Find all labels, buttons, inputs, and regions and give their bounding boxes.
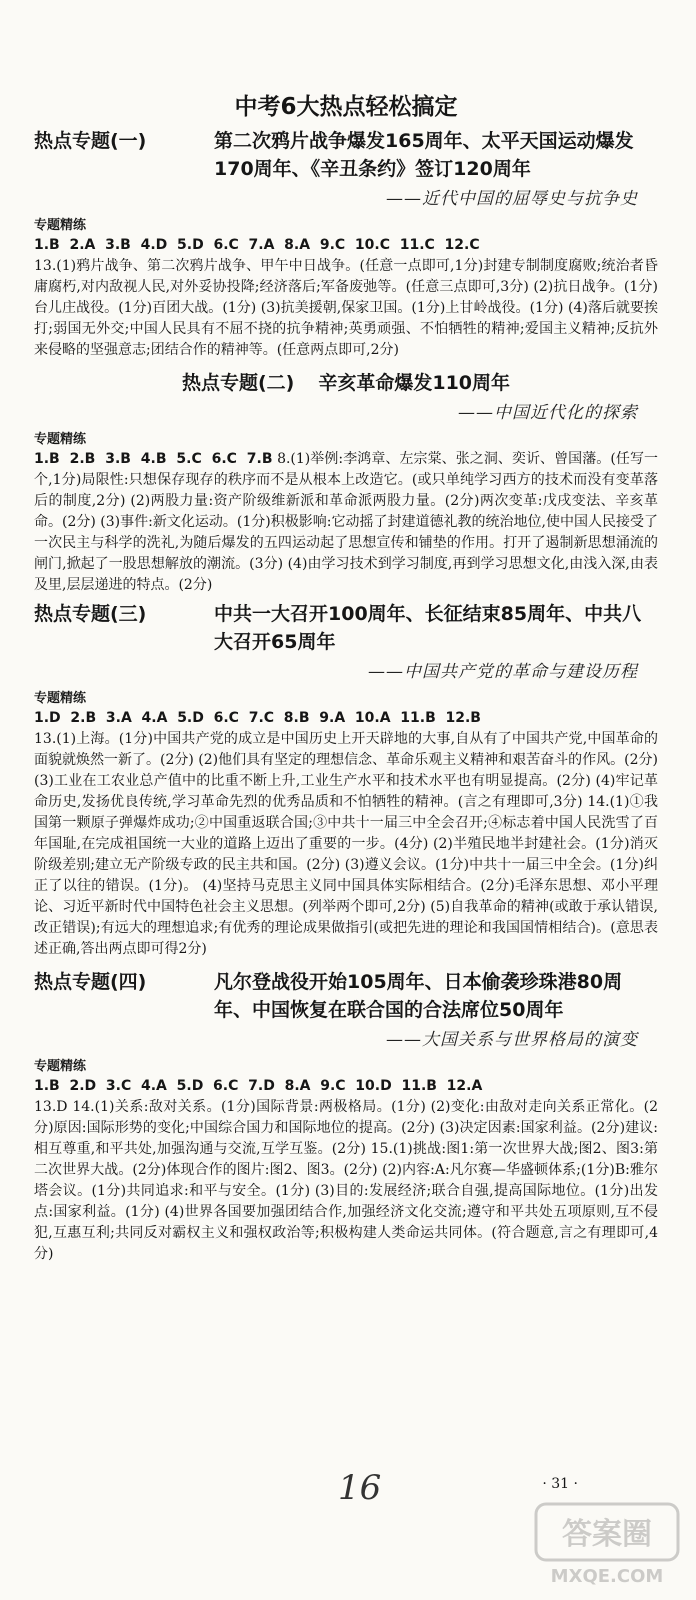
topic-2-section-heading: 专题精练 (34, 432, 87, 447)
topic-3-section-heading: 专题精练 (34, 691, 87, 706)
topic-4-subtitle: ——大国关系与世界格局的演变 (386, 1030, 638, 1050)
topic-2-label: 热点专题(二) (181, 372, 295, 394)
topic-3-choice-answers: 1.D 2.B 3.A 4.A 5.D 6.C 7.C 8.B 9.A 10.A 11.B 12.B (34, 710, 481, 726)
topic-2-subtitle: ——中国近代化的探索 (458, 403, 638, 423)
topic-1-section-heading: 专题精练 (34, 218, 87, 233)
topic-4-answers: 13.D 14.(1)关系:敌对关系。(1分)国际背景:两极格局。(1分) (2)变化:由敌对走向关系正常化。(2分)原因:国际形势的变化;中国综合国力和国际地位的提高。(2分) (3)决定因素:国家利益。(2分)建议:相互尊重,和平共处,加强沟通与交流,互学互鉴。(2分) 15.(1)挑战:图1:第一次世界大战;图2、图3:第二次世界大战。(2分)体现合作的图片:图2、图3。(2分) (2)内容:A:凡尔赛—华盛顿体系;(1分)B:雅尔塔会议。(1分)共同追求:和平与安全。(1分) (3)目的:发展经济;联合自强,提高国际地位。(1分)出发点:国家利益。(1分) (4)世界各国要加强团结合作,加强经济文化交流;遵守和平共处五项原则,互不侵犯,互惠互利;共同反对霸权主义和强权政治等;积极构建人类命运共同体。(符合题意,言之有理即可,4分) (34, 1099, 658, 1262)
topic-4-choice-answers: 1.B 2.D 3.C 4.A 5.D 6.C 7.D 8.A 9.C 10.D 11.B 12.A (34, 1078, 483, 1094)
topic-3-subtitle: ——中国共产党的革命与建设历程 (368, 662, 638, 682)
page-title: 中考6大热点轻松搞定 (234, 94, 458, 120)
topic-2-answers: 8.(1)举例:李鸿章、左宗棠、张之洞、奕䜣、曾国藩。(任写一个,1分)局限性:只想保存现存的秩序而不是从根本上改造它。(或只单纯学习西方的技术而没有变革落后的制度,2分) (2)两股力量:资产阶级维新派和革命派两股力量。(2分)两次变革:戊戌变法、辛亥革命。(2分) (3)事件:新文化运动。(1分)积极影响:它动摇了封建道德礼教的统治地位,使中国人民接受了一次民主与科学的洗礼,为随后爆发的五四运动起了思想宣传和铺垫的作用。打开了遏制新思想涌流的闸门,掀起了一股思想解放的潮流。(3分) (4)由学习技术到学习制度,再到学习思想文化,由浅入深,由表及里,层层递进的特点。(2分) (34, 451, 659, 593)
topic-2-choice-answers: 1.B 2.B 3.B 4.B 5.C 6.C 7.B (34, 451, 273, 467)
topic-1-answers: 13.(1)鸦片战争、第二次鸦片战争、甲午中日战争。(任意一点即可,1分)封建专制制度腐败;统治者昏庸腐朽,对内敌视人民,对外妥协投降;经济落后;军备废弛等。(任意三点即可,3分) (2)抗日战争。(1分)台儿庄战役。(1分)百团大战。(1分) (3)抗美援朝,保家卫国。(1分)上甘岭战役。(1分) (4)落后就要挨打;弱国无外交;中国人民具有不屈不挠的抗争精神;英勇顽强、不怕牺牲的精神;爱国主义精神;反抗外来侵略的坚强意志;团结合作的精神等。(任意两点即可,2分) (34, 258, 658, 358)
topic-2-answers-block (34, 449, 658, 596)
svg-text:答案圈: 答案圈 (562, 1517, 652, 1552)
watermark-logo (532, 1498, 682, 1590)
topic-1-title: 第二次鸦片战争爆发165周年、太平天国运动爆发170周年、《辛丑条约》签订120周年 (214, 130, 634, 180)
topic-3-answers: 13.(1)上海。(1分)中国共产党的成立是中国历史上开天辟地的大事,自从有了中国共产党,中国革命的面貌就焕然一新了。(2分) (2)他们具有坚定的理想信念、革命乐观主义精神和艰苦奋斗的作风。(2分) (3)工业在工农业总产值中的比重不断上升,工业生产水平和技术水平也有明显提高。(2分) (4)牢记革命历史,发扬优良传统,学习革命先烈的优秀品质和不怕牺牲的精神。(言之有理即可,3分) 14.(1)①我国第一颗原子弹爆炸成功;②中国重返联合国;③中共十一届三中全会召开;④标志着中国人民洗雪了百年国耻,在完成祖国统一大业的道路上迈出了重要的一步。(4分) (2)半殖民地半封建社会。(1分)消灭阶级差别;建立无产阶级专政的民主共和国。(2分) (3)遵义会议。(1分)中共十一届三中全会。(1分)纠正了以往的错误。(1分)。 (4)坚持马克思主义同中国具体实际相结合。(2分)毛泽东思想、邓小平理论、习近平新时代中国特色社会主义思想。(列举两个即可,2分) (5)自我革命的精神(或敢于承认错误,改正错误);有远大的理想追求;有优秀的理论成果做指引(或把先进的理论和我国国情相结合)。(意思表述正确,答出两点即可得2分) (34, 731, 658, 957)
svg-text:MXQE.COM: MXQE.COM (550, 1566, 664, 1587)
topic-4-label: 热点专题(四) (34, 971, 147, 993)
page-number: · 31 · (542, 1476, 578, 1492)
topic-4-title: 凡尔登战役开始105周年、日本偷袭珍珠港80周年、中国恢复在联合国的合法席位50周年 (214, 971, 623, 1021)
topic-3-title: 中共一大召开100周年、长征结束85周年、中共八大召开65周年 (214, 603, 642, 653)
handwritten-mark: 16 (338, 1468, 382, 1508)
topic-2-title: 辛亥革命爆发110周年 (318, 372, 511, 394)
topic-4-header (34, 968, 658, 1024)
topic-1-choice-answers: 1.B 2.A 3.B 4.D 5.D 6.C 7.A 8.A 9.C 10.C 11.C 12.C (34, 237, 480, 253)
topic-1-label: 热点专题(一) (34, 130, 147, 152)
topic-3-header (34, 600, 658, 656)
topic-2-header (34, 369, 658, 397)
topic-4-section-heading: 专题精练 (34, 1059, 87, 1074)
topic-3-label: 热点专题(三) (34, 603, 147, 625)
topic-1-subtitle: ——近代中国的屈辱史与抗争史 (386, 189, 638, 209)
topic-1-header (34, 127, 658, 183)
